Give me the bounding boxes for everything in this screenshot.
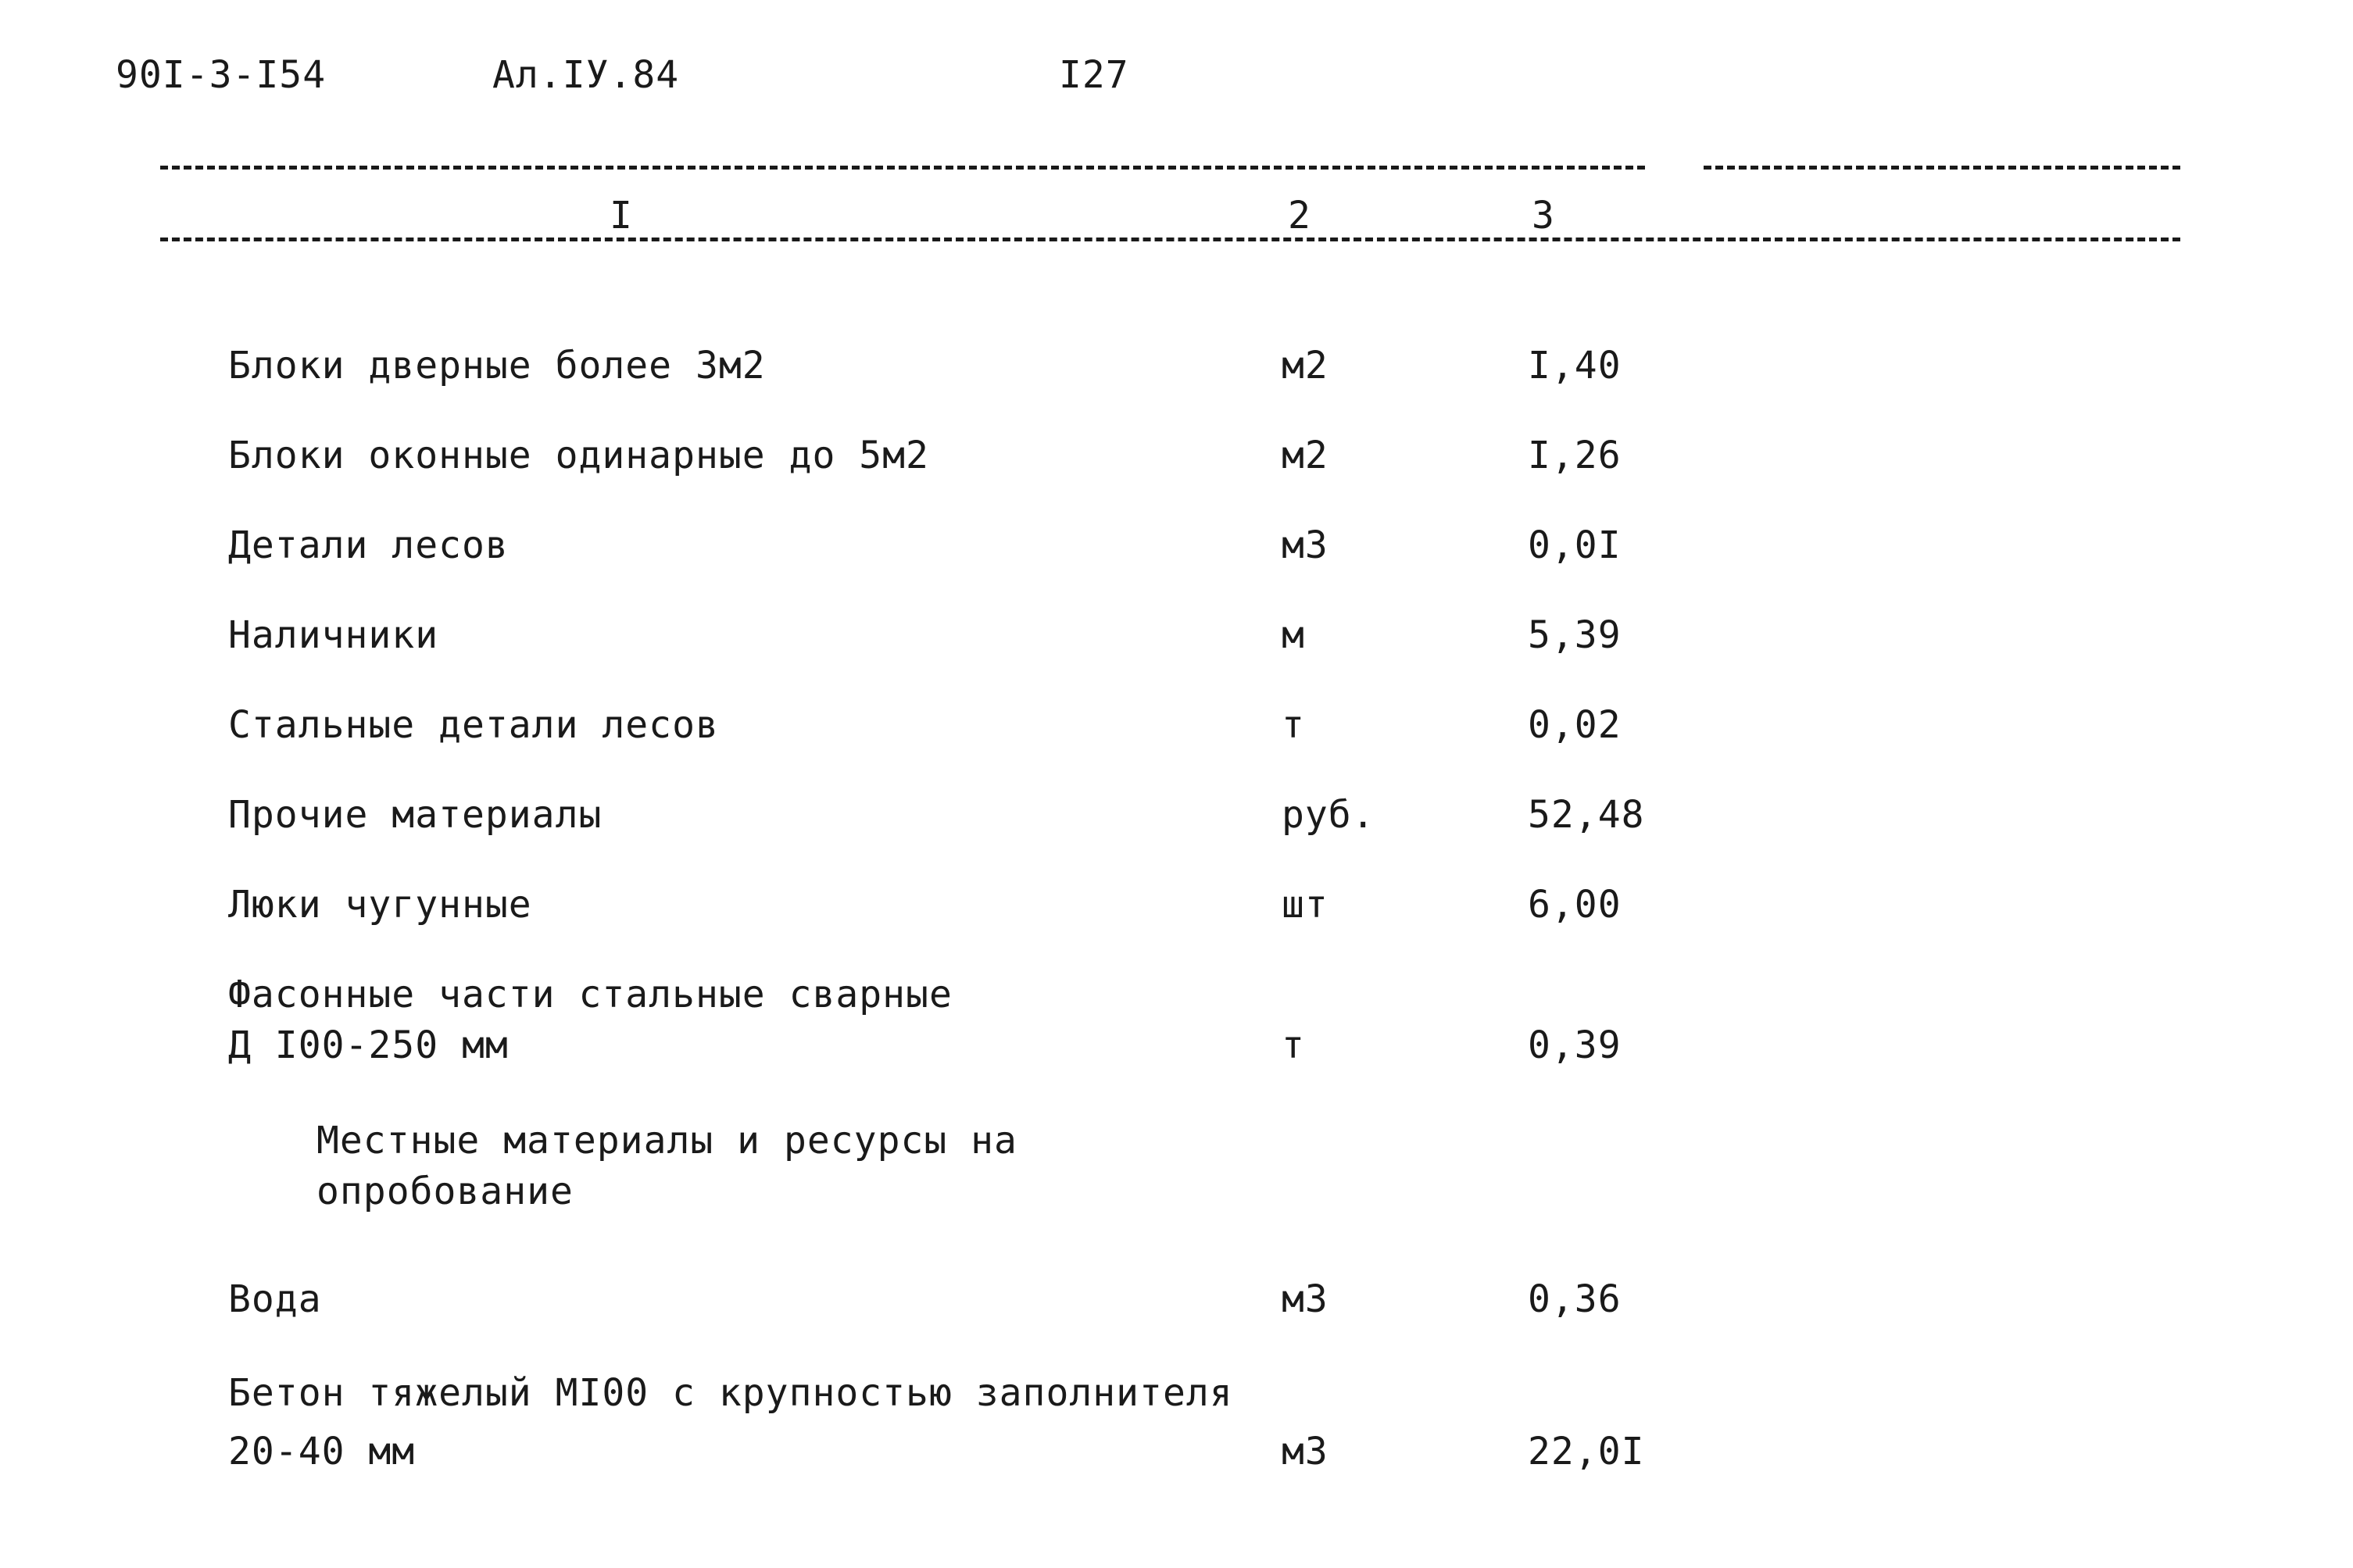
row-qty: 5,39 [1528, 613, 1622, 657]
row-name: Люки чугунные [228, 883, 532, 927]
row-qty: 6,00 [1528, 883, 1622, 927]
row-unit: м3 [1282, 1430, 1328, 1473]
row-unit: руб. [1282, 793, 1375, 837]
row-qty: I,40 [1528, 344, 1622, 388]
row-name: Блоки дверные более 3м2 [228, 344, 766, 388]
row-unit: т [1282, 703, 1305, 747]
row-qty: 0,0I [1528, 523, 1622, 567]
column-number-1: I [610, 194, 632, 238]
column-number-3: 3 [1532, 194, 1554, 238]
row-name-line2: Д I00-250 мм [228, 1023, 509, 1067]
row-name-line1: Фасонные части стальные сварные [228, 973, 953, 1016]
row-qty: 52,48 [1528, 793, 1645, 837]
row-qty: 0,39 [1528, 1023, 1622, 1067]
table-top-rule-right [1704, 166, 2180, 170]
row-qty: 0,36 [1528, 1277, 1622, 1321]
row-name-line2: 20-40 мм [228, 1430, 416, 1473]
row-name-line1: Бетон тяжелый MI00 с крупностью заполнителя [228, 1371, 1233, 1415]
row-unit: шт [1282, 883, 1328, 927]
table-header-bottom-rule [160, 238, 2180, 241]
row-unit: м2 [1282, 434, 1328, 477]
row-qty: I,26 [1528, 434, 1622, 477]
row-unit: м2 [1282, 344, 1328, 388]
row-qty: 22,0I [1528, 1430, 1645, 1473]
row-unit: м3 [1282, 523, 1328, 567]
row-name: Стальные детали лесов [228, 703, 719, 747]
row-unit: т [1282, 1023, 1305, 1067]
section-heading-line1: Местные материалы и ресурсы на [316, 1119, 1017, 1163]
row-qty: 0,02 [1528, 703, 1622, 747]
row-name: Детали лесов [228, 523, 509, 567]
table-top-rule-left [160, 166, 1645, 170]
section-heading-line2: опробование [316, 1170, 574, 1213]
row-unit: м [1282, 613, 1305, 657]
row-name: Прочие материалы [228, 793, 603, 837]
album-number: Ал.IУ.84 [492, 53, 680, 97]
row-name: Блоки оконные одинарные до 5м2 [228, 434, 929, 477]
row-unit: м3 [1282, 1277, 1328, 1321]
project-code: 90I-3-I54 [116, 53, 327, 97]
row-name: Вода [228, 1277, 322, 1321]
column-number-2: 2 [1288, 194, 1311, 238]
row-name: Наличники [228, 613, 439, 657]
page-number: I27 [1059, 53, 1129, 97]
